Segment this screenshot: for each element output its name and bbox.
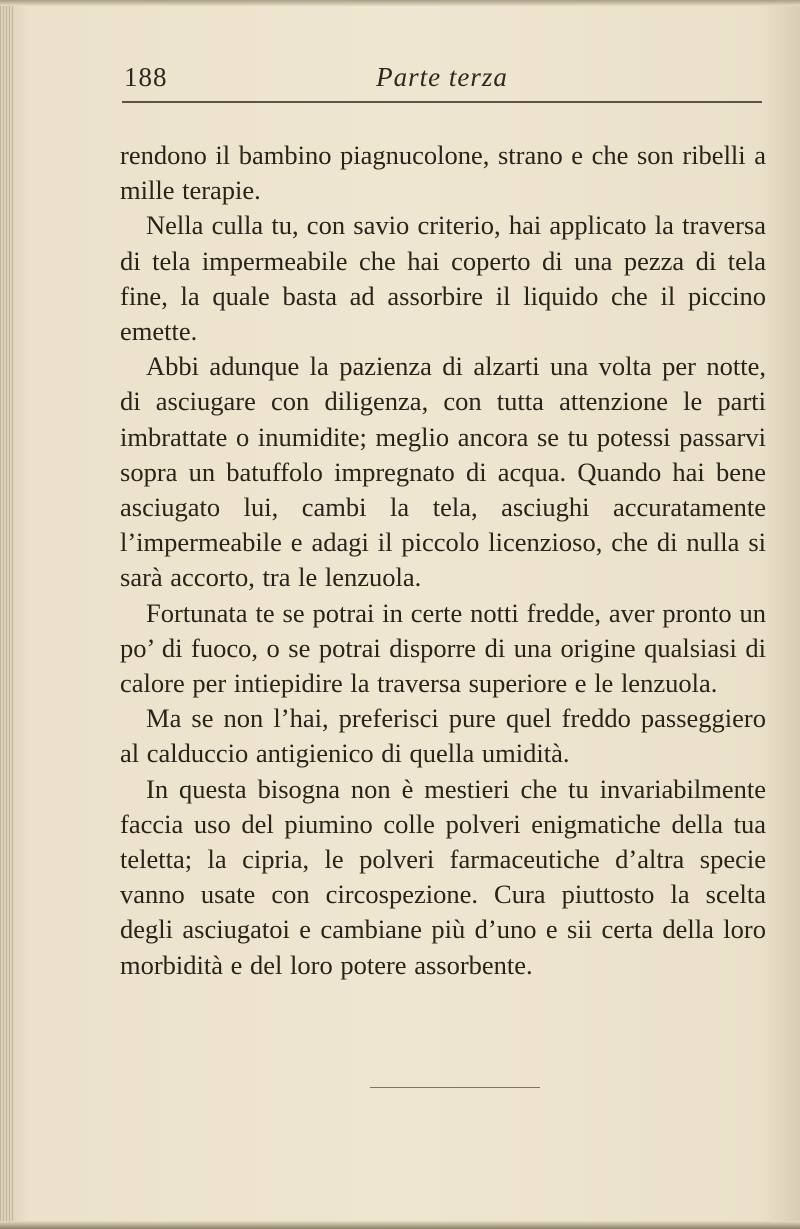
header-rule: [122, 101, 762, 103]
paragraph-3: Abbi adunque la pazienza di alzarti una volta per notte, di asciugare con diligenza, con tutta attenzione le parti imbrattate o inumidite; meglio ancora se tu potessi passarvi sopra un batuffolo impregnato di acqua. Quando hai bene asciugato lui, cambi la tela, asciughi accuratamente l’impermeabile e adagi il piccolo licenzioso, che di nulla si sarà accorto, tra le lenzuola.: [120, 351, 766, 593]
body-text: [120, 138, 766, 983]
paragraph-2: Nella culla tu, con savio criterio, hai applicato la traversa di tela impermeabile che hai coperto di una pezza di tela fine, la quale basta ad assorbire il liquido che il piccino emette.: [120, 210, 766, 347]
paragraph-6: In questa bisogna non è mestieri che tu invariabilmente faccia uso del piumino colle polveri enigmatiche della tua teletta; la cipria, le polveri farmaceutiche d’altra specie vanno usate con circospezione. Cura piuttosto la scelta degli asciugatoi e cambiane più d’uno e sii certa della loro morbidità e del loro potere assorbente.: [120, 773, 766, 980]
page-number: 188: [124, 62, 168, 92]
end-rule: [370, 1087, 540, 1088]
page-top-edge: [0, 0, 800, 6]
page-bottom-edge: [0, 1221, 800, 1229]
running-title: Parte terza: [376, 62, 508, 92]
paragraph-5: Ma se non l’hai, preferisci pure quel freddo passeggiero al calduccio antigienico di quella umidità.: [120, 703, 766, 769]
paragraph-1: rendono il bambino piagnucolone, strano e che son ribelli a mille terapie.: [120, 140, 766, 206]
page-header: [120, 62, 764, 102]
page-binding-edge: [0, 0, 14, 1229]
paragraph-4: Fortunata te se potrai in certe notti fredde, aver pronto un po’ di fuoco, o se potrai disporre di una origine qualsiasi di calore per intiepidire la traversa superiore e le lenzuola.: [120, 597, 766, 699]
